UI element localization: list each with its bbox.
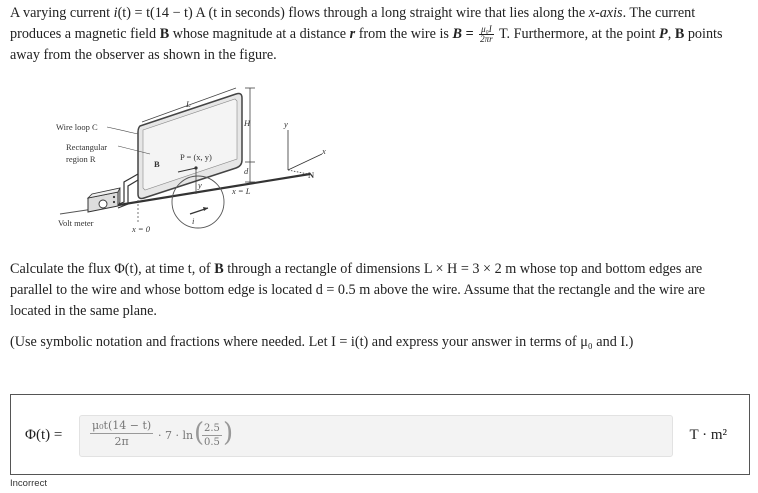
question-line-1: Calculate the flux Φ(t), at time t, of B through a rectangle of dimensions L × H = 3 × 2 m whose top and bottom edges are [10, 261, 703, 277]
i-label: i [192, 216, 195, 226]
answer-units: T · m² [689, 427, 727, 443]
problem-statement [10, 3, 750, 66]
b-label: B [154, 159, 160, 169]
answer-middle: · 7 · ln [158, 429, 194, 442]
wire-loop-label: Wire loop C [56, 122, 98, 132]
answer-input[interactable] [79, 415, 673, 457]
rect-label-2: region R [66, 154, 96, 164]
question-note: (Use symbolic notation and fractions where needed. Let I = i(t) and express your answer in terms of μ₀ and I.) [10, 334, 634, 350]
wire-loop-figure [40, 74, 340, 250]
problem-line-2: produces a magnetic field B whose magnitude at a distance r from the wire is B = $\frac{\text{μ₀I}}{2\pi r}$ T. Furthermore, at the point P, B points [10, 24, 723, 45]
answer-fraction: μ₀t(14 − t) 2π [92, 419, 152, 448]
volt-meter-icon [88, 188, 120, 212]
field-formula-fraction: $\frac{\text{μ₀I}}{2\pi r}$ [480, 24, 493, 45]
l-label: L [186, 99, 191, 109]
d-label: d [244, 166, 249, 176]
x0-label: x = 0 [132, 224, 151, 234]
point-label: P = (x, y) [180, 152, 212, 162]
answer-label: Φ(t) = [25, 427, 63, 443]
axis-y-label: y [284, 119, 288, 129]
axis-n-label: N [308, 170, 315, 180]
axis-n [288, 170, 308, 174]
question-line-2: parallel to the wire and whose bottom edge is located d = 0.5 m above the wire. Assume that the rectangle and the wire are [10, 282, 706, 298]
paren-right: ) [223, 418, 234, 448]
question-statement [10, 259, 750, 322]
y-label: y [198, 180, 202, 190]
paren-left: ( [194, 418, 205, 448]
problem-line-3: away from the observer as shown in the figure. [10, 47, 277, 63]
question-line-3: located in the same plane. [10, 303, 157, 319]
axis-x [288, 154, 322, 170]
xl-label: x = L [232, 186, 251, 196]
rect-label-1: Rectangular [66, 142, 108, 152]
ln-fraction: 2.5 0.5 [204, 423, 220, 448]
volt-meter-label: Volt meter [58, 218, 94, 228]
h-label: H [244, 118, 251, 128]
status-text: Incorrect [10, 478, 47, 489]
answer-box [10, 394, 750, 475]
axis-x-label: x [322, 146, 326, 156]
problem-line-1: A varying current i(t) = t(14 − t) A (t in seconds) flows through a long straight wire that lies along the x-axis. The current [10, 5, 696, 21]
long-wire [100, 174, 310, 208]
